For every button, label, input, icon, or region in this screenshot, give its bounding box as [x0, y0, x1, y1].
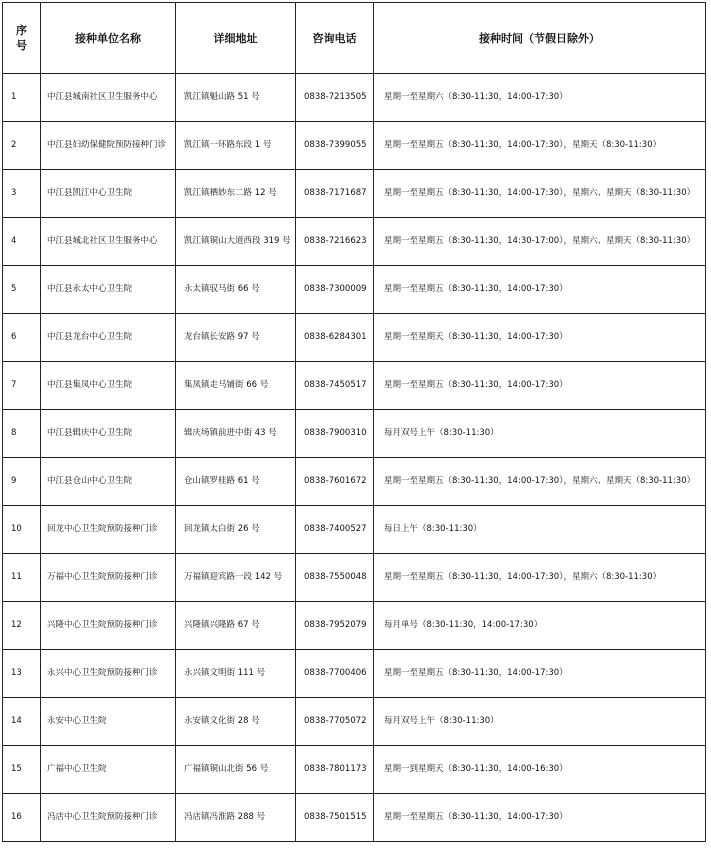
cell-index: 3	[3, 170, 41, 218]
cell-address: 集凤镇走马铺街 66 号	[176, 362, 296, 410]
cell-site-name: 中江县仓山中心卫生院	[41, 458, 176, 506]
cell-site-name: 广福中心卫生院	[41, 746, 176, 794]
cell-phone: 0838-7705072	[296, 698, 374, 746]
cell-schedule: 星期一到星期天（8:30-11:30，14:00-16:30）	[374, 746, 706, 794]
cell-site-name: 中江县凯江中心卫生院	[41, 170, 176, 218]
cell-site-name: 中江县妇幼保健院预防接种门诊	[41, 122, 176, 170]
column-header-phone: 咨询电话	[296, 3, 374, 74]
cell-address: 冯店镇冯淮路 288 号	[176, 794, 296, 842]
cell-index: 7	[3, 362, 41, 410]
cell-site-name: 中江县永太中心卫生院	[41, 266, 176, 314]
cell-index: 4	[3, 218, 41, 266]
cell-index: 16	[3, 794, 41, 842]
cell-schedule: 星期一至星期五（8:30-11:30，14:00-17:30）	[374, 266, 706, 314]
cell-address: 龙台镇长安路 97 号	[176, 314, 296, 362]
cell-index: 2	[3, 122, 41, 170]
cell-phone: 0838-7801173	[296, 746, 374, 794]
table-row	[3, 554, 706, 602]
cell-phone: 0838-7952079	[296, 602, 374, 650]
cell-site-name: 永安中心卫生院	[41, 698, 176, 746]
cell-index: 5	[3, 266, 41, 314]
cell-schedule: 每月双号上午（8:30-11:30）	[374, 698, 706, 746]
cell-phone: 0838-7400527	[296, 506, 374, 554]
table-row	[3, 506, 706, 554]
cell-schedule: 星期一至星期五（8:30-11:30，14:00-17:30），星期六、星期天（8:30-11:30）	[374, 458, 706, 506]
cell-address: 永太镇驭马街 66 号	[176, 266, 296, 314]
column-header-index-top: 序	[16, 24, 27, 37]
table-row	[3, 698, 706, 746]
table-row	[3, 650, 706, 698]
cell-phone: 0838-7550048	[296, 554, 374, 602]
cell-address: 永安镇文化街 28 号	[176, 698, 296, 746]
cell-address: 凯江镇铜山大道西段 319 号	[176, 218, 296, 266]
cell-site-name: 中江县集凤中心卫生院	[41, 362, 176, 410]
cell-address: 凯江镇一环路东段 1 号	[176, 122, 296, 170]
cell-index: 8	[3, 410, 41, 458]
column-header-index	[3, 3, 41, 74]
cell-phone: 0838-7399055	[296, 122, 374, 170]
cell-schedule: 每月双号上午（8:30-11:30）	[374, 410, 706, 458]
cell-index: 15	[3, 746, 41, 794]
vaccination-sites-table	[2, 2, 706, 842]
cell-site-name: 中江县龙台中心卫生院	[41, 314, 176, 362]
cell-phone: 0838-7501515	[296, 794, 374, 842]
table-header-row	[3, 3, 706, 74]
cell-schedule: 星期一至星期五（8:30-11:30，14:00-17:30）	[374, 794, 706, 842]
table-row	[3, 602, 706, 650]
cell-schedule: 星期一至星期五（8:30-11:30，14:00-17:30），星期天（8:30-11:30）	[374, 122, 706, 170]
cell-site-name: 回龙中心卫生院预防接种门诊	[41, 506, 176, 554]
cell-site-name: 中江县辑庆中心卫生院	[41, 410, 176, 458]
table-row	[3, 170, 706, 218]
cell-address: 回龙镇太白街 26 号	[176, 506, 296, 554]
cell-schedule: 星期一至星期五（8:30-11:30，14:00-17:30），星期六（8:30-11:30）	[374, 554, 706, 602]
cell-site-name: 冯店中心卫生院预防接种门诊	[41, 794, 176, 842]
table-row	[3, 362, 706, 410]
cell-schedule: 星期一至星期五（8:30-11:30，14:30-17:00），星期六、星期天（8:30-11:30）	[374, 218, 706, 266]
column-header-name: 接种单位名称	[41, 3, 176, 74]
cell-address: 广福镇铜山北街 56 号	[176, 746, 296, 794]
cell-index: 12	[3, 602, 41, 650]
table-row	[3, 314, 706, 362]
cell-phone: 0838-7601672	[296, 458, 374, 506]
cell-index: 6	[3, 314, 41, 362]
cell-site-name: 永兴中心卫生院预防接种门诊	[41, 650, 176, 698]
cell-phone: 0838-6284301	[296, 314, 374, 362]
cell-address: 仓山镇罗桂路 61 号	[176, 458, 296, 506]
cell-schedule: 每日上午（8:30-11:30）	[374, 506, 706, 554]
table-row	[3, 746, 706, 794]
cell-phone: 0838-7900310	[296, 410, 374, 458]
table-row	[3, 218, 706, 266]
cell-address: 万福镇迎宾路一段 142 号	[176, 554, 296, 602]
cell-schedule: 星期一至星期五（8:30-11:30，14:00-17:30）	[374, 650, 706, 698]
cell-phone: 0838-7700406	[296, 650, 374, 698]
column-header-address: 详细地址	[176, 3, 296, 74]
table-row	[3, 794, 706, 842]
cell-address: 辑庆场镇前进中街 43 号	[176, 410, 296, 458]
cell-schedule: 每月单号（8:30-11:30，14:00-17:30）	[374, 602, 706, 650]
cell-phone: 0838-7216623	[296, 218, 374, 266]
table-row	[3, 410, 706, 458]
cell-schedule: 星期一至星期五（8:30-11:30，14:00-17:30）	[374, 362, 706, 410]
cell-phone: 0838-7171687	[296, 170, 374, 218]
cell-phone: 0838-7213505	[296, 74, 374, 122]
cell-address: 凯江镇魁山路 51 号	[176, 74, 296, 122]
cell-phone: 0838-7300009	[296, 266, 374, 314]
cell-site-name: 中江县城北社区卫生服务中心	[41, 218, 176, 266]
cell-index: 1	[3, 74, 41, 122]
cell-address: 兴隆镇兴隆路 67 号	[176, 602, 296, 650]
cell-address: 永兴镇文明街 111 号	[176, 650, 296, 698]
table-row	[3, 266, 706, 314]
cell-phone: 0838-7450517	[296, 362, 374, 410]
cell-schedule: 星期一至星期天（8:30-11:30，14:00-17:30）	[374, 314, 706, 362]
cell-site-name: 兴隆中心卫生院预防接种门诊	[41, 602, 176, 650]
cell-address: 凯江镇栖妙东二路 12 号	[176, 170, 296, 218]
cell-schedule: 星期一至星期六（8:30-11:30，14:00-17:30）	[374, 74, 706, 122]
cell-index: 11	[3, 554, 41, 602]
table-body	[3, 74, 706, 842]
cell-site-name: 中江县城南社区卫生服务中心	[41, 74, 176, 122]
cell-index: 14	[3, 698, 41, 746]
column-header-time: 接种时间（节假日除外）	[374, 3, 706, 74]
cell-index: 13	[3, 650, 41, 698]
table-row	[3, 458, 706, 506]
cell-index: 10	[3, 506, 41, 554]
cell-site-name: 万福中心卫生院预防接种门诊	[41, 554, 176, 602]
cell-index: 9	[3, 458, 41, 506]
table-row	[3, 74, 706, 122]
cell-schedule: 星期一至星期五（8:30-11:30，14:00-17:30），星期六、星期天（8:30-11:30）	[374, 170, 706, 218]
column-header-index-bottom: 号	[16, 39, 27, 52]
table-row	[3, 122, 706, 170]
